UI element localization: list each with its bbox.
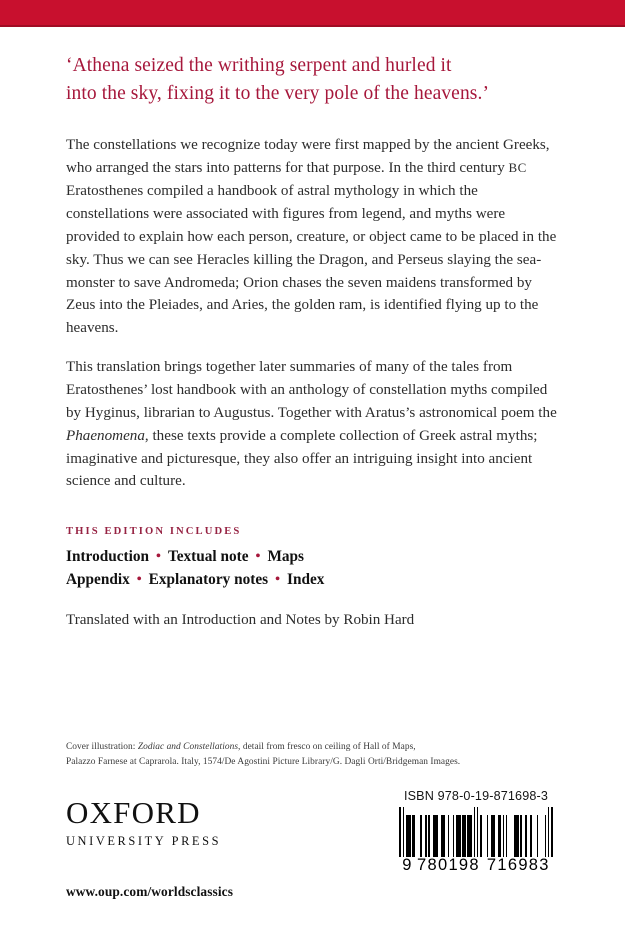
credit-line-1-part-a: Cover illustration: bbox=[66, 742, 138, 752]
publisher-subtitle-university-press: UNIVERSITY PRESS bbox=[66, 834, 222, 848]
bullet-separator-icon: • bbox=[136, 571, 142, 587]
edition-item-appendix: Appendix bbox=[66, 570, 130, 588]
bullet-separator-icon: • bbox=[156, 549, 161, 565]
credit-artwork-title: Zodiac and Constellations bbox=[137, 742, 239, 752]
barcode-digits-right-group: 716983 bbox=[486, 856, 550, 874]
blurb-paragraph-1 bbox=[66, 134, 561, 340]
edition-includes-heading: THIS EDITION INCLUDES bbox=[66, 526, 242, 538]
blurb-p2-title-phaenomena: Phaenomena bbox=[66, 427, 145, 444]
barcode-digits bbox=[386, 856, 566, 875]
blurb-p2-part-a: This translation brings together later summaries of many of the tales from Eratosthenes’ lost handbook with an anthology of constellation myths compiled by Hyginus, librarian to Augustus. Together with Aratus’s astronomical poem the bbox=[66, 359, 557, 421]
cover-illustration-credit bbox=[66, 740, 546, 770]
credit-line-1 bbox=[66, 740, 546, 755]
blurb-p1-era-abbrev: BC bbox=[508, 160, 527, 176]
translator-credit: Translated with an Introduction and Notes by Robin Hard bbox=[66, 612, 415, 629]
bullet-separator-icon: • bbox=[255, 549, 261, 565]
barcode-digit-lead: 9 bbox=[402, 856, 413, 874]
edition-list-row-2 bbox=[66, 569, 561, 592]
edition-item-index: Index bbox=[287, 570, 325, 588]
credit-line-1-part-b: , detail from fresco on ceiling of Hall of Maps, bbox=[238, 742, 416, 752]
blurb-p2-part-b: , these texts provide a complete collection of Greek astral myths; imaginative and picturesque, they also offer an intriguing insight into ancient science and culture. bbox=[66, 427, 538, 490]
barcode-bars bbox=[386, 807, 566, 857]
isbn-label: ISBN 978-0-19-871698-3 bbox=[403, 789, 549, 803]
barcode-digits-left-group: 780198 bbox=[417, 856, 480, 874]
blurb-text bbox=[66, 134, 561, 493]
barcode-bar bbox=[551, 807, 553, 857]
edition-item-maps: Maps bbox=[267, 548, 304, 566]
publisher-logo bbox=[66, 797, 221, 847]
edition-list-row-1 bbox=[66, 546, 561, 569]
edition-item-textual-note: Textual note bbox=[167, 548, 249, 566]
credit-line-2: Palazzo Farnese at Caprarola. Italy, 1574/De Agostini Picture Library/G. Dagli Orti/Bridgeman Images. bbox=[66, 757, 461, 768]
blurb-paragraph-2 bbox=[66, 356, 561, 493]
barcode-block bbox=[386, 789, 566, 875]
publisher-website-url: www.oup.com/worldsclassics bbox=[66, 884, 234, 899]
edition-includes-list bbox=[66, 546, 561, 591]
publisher-name-oxford: OXFORD bbox=[66, 795, 201, 830]
pull-quote bbox=[66, 52, 561, 107]
content-column bbox=[66, 0, 561, 632]
blurb-p1-part-b: Eratosthenes compiled a handbook of astral mythology in which the constellations were associated with figures from legend, and myths were provided to explain how each person, creature, or object came to be placed in the sky. Thus we can see Heracles killing the Dragon, and Perseus slaying the sea-monster to save Andromeda; Orion chases the seven maidens transformed by Zeus into the Pleiades, and Aries, the golden ram, is identified flying up to the heavens. bbox=[66, 183, 557, 337]
this-edition-includes-section bbox=[66, 526, 561, 591]
pull-quote-line-2: into the sky, fixing it to the very pole of the heavens.’ bbox=[66, 82, 490, 104]
edition-item-introduction: Introduction bbox=[66, 548, 150, 566]
bullet-separator-icon: • bbox=[275, 571, 280, 587]
edition-item-explanatory-notes: Explanatory notes bbox=[148, 570, 269, 588]
blurb-p1-part-a: The constellations we recognize today were first mapped by the ancient Greeks, who arranged the stars into patterns for that purpose. In the third century bbox=[66, 137, 550, 177]
pull-quote-line-1: ‘Athena seized the writhing serpent and hurled it bbox=[66, 55, 452, 76]
